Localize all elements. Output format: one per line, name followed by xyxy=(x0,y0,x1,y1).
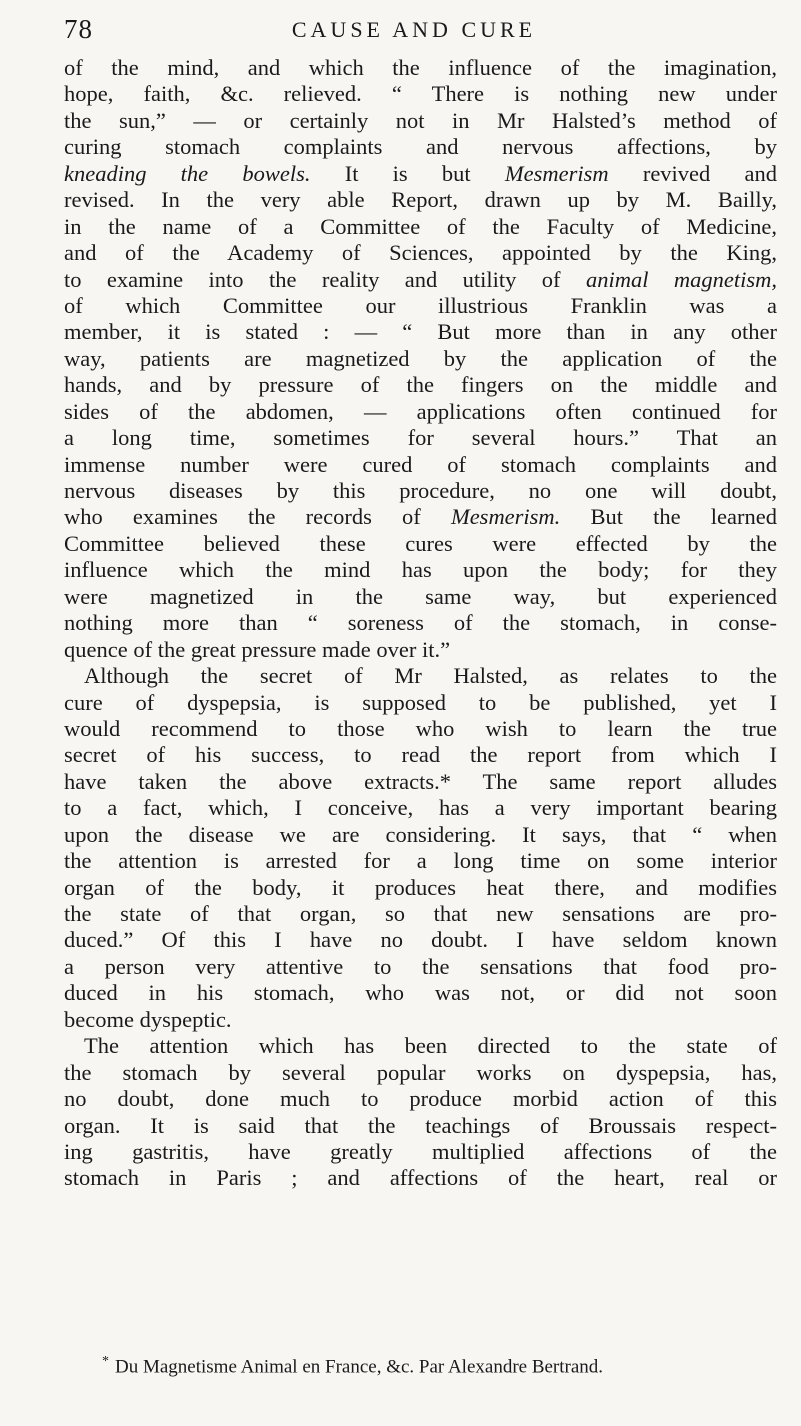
text-line: were magnetized in the same way, but experienced xyxy=(64,583,777,609)
text-line: stomach in Paris ; and affections of the heart, real or xyxy=(64,1165,777,1191)
running-title: CAUSE AND CURE xyxy=(291,17,537,42)
text-line: no doubt, done much to produce morbid action of this xyxy=(64,1086,777,1112)
page-number: 78 xyxy=(64,14,93,44)
text-line: way, patients are magnetized by the application of the xyxy=(64,345,777,371)
text-line: nervous diseases by this procedure, no one will doubt, xyxy=(64,478,777,503)
text-line: duced in his stomach, who was not, or did not soon xyxy=(64,980,777,1006)
text-line: The attention which has been directed to the state of xyxy=(84,1033,777,1059)
text-line: would recommend to those who wish to learn the true xyxy=(64,715,777,741)
text-line: organ of the body, it produces heat there, and modifies xyxy=(64,874,777,900)
text-line: the state of that organ, so that new sensations are pro- xyxy=(64,901,777,926)
text-line: a long time, sometimes for several hours.” That an xyxy=(64,425,777,451)
text-line: duced.” Of this I have no doubt. I have seldom known xyxy=(64,927,777,953)
text-line: upon the disease we are considering. It says, that “ when xyxy=(64,821,777,847)
text-line: cure of dyspepsia, is supposed to be published, yet I xyxy=(64,689,777,715)
text-line: Although the secret of Mr Halsted, as relates to the xyxy=(84,663,777,689)
text-line: nothing more than “ soreness of the stomach, in conse- xyxy=(64,610,777,636)
text-line: of the mind, and which the influence of the imagination, xyxy=(64,55,777,80)
text-line: have taken the above extracts.* The same report alludes xyxy=(64,768,777,794)
text-line: secret of his success, to read the report from which I xyxy=(64,742,777,768)
text-line: hands, and by pressure of the fingers on the middle and xyxy=(64,372,777,398)
text-line: immense number were cured of stomach complaints and xyxy=(64,451,777,477)
text-line: member, it is stated : — “ But more than in any other xyxy=(64,319,777,345)
text-line: Committee believed these cures were effected by the xyxy=(64,530,777,556)
italic-phrase: animal magnetism, xyxy=(585,266,777,292)
text-line: curing stomach complaints and nervous affections, by xyxy=(64,134,777,160)
text-line: influence which the mind has upon the body; for they xyxy=(64,557,777,583)
text-line: of which Committee our illustrious Franklin was a xyxy=(64,292,777,318)
text-line: to examine into the reality and utility of animal magnetism, xyxy=(64,266,777,292)
text-line: the sun,” — or certainly not in Mr Halsted’s method of xyxy=(64,107,777,133)
text-line: ing gastritis, have greatly multiplied affections of the xyxy=(64,1138,777,1164)
italic-phrase: Mesmerism xyxy=(504,160,609,186)
text-line: in the name of a Committee of the Faculty of Medicine, xyxy=(64,213,777,239)
text-line: revised. In the very able Report, drawn up by M. Bailly, xyxy=(64,187,777,213)
text-line: quence of the great pressure made over it.” xyxy=(64,636,451,662)
text-line: and of the Academy of Sciences, appointed by the King, xyxy=(64,240,777,266)
italic-phrase: kneading the bowels. xyxy=(64,160,311,186)
footnote-mark: * xyxy=(102,1354,109,1369)
footnote-text: Du Magnetisme Animal en France, &c. Par Alexandre Bertrand. xyxy=(115,1356,604,1378)
text-line: to a fact, which, I conceive, has a very important bearing xyxy=(64,795,777,821)
text-line: the attention is arrested for a long time on some interior xyxy=(64,848,777,874)
footnote xyxy=(102,1350,777,1379)
italic-phrase: Mesmerism. xyxy=(450,504,561,530)
text-line: who examines the records of Mesmerism. But the learned xyxy=(64,504,777,530)
text-line: the stomach by several popular works on dyspepsia, has, xyxy=(64,1059,777,1085)
text-line: become dyspeptic. xyxy=(64,1006,232,1032)
text-line: kneading the bowels. It is but Mesmerism revived and xyxy=(64,160,777,186)
text-line: organ. It is said that the teachings of Broussais respect- xyxy=(64,1112,777,1138)
body-text xyxy=(64,55,777,1192)
running-head xyxy=(64,14,764,48)
text-line: sides of the abdomen, — applications often continued for xyxy=(64,398,777,424)
text-line: a person very attentive to the sensations that food pro- xyxy=(64,953,777,979)
text-line: hope, faith, &c. relieved. “ There is nothing new under xyxy=(64,81,777,107)
